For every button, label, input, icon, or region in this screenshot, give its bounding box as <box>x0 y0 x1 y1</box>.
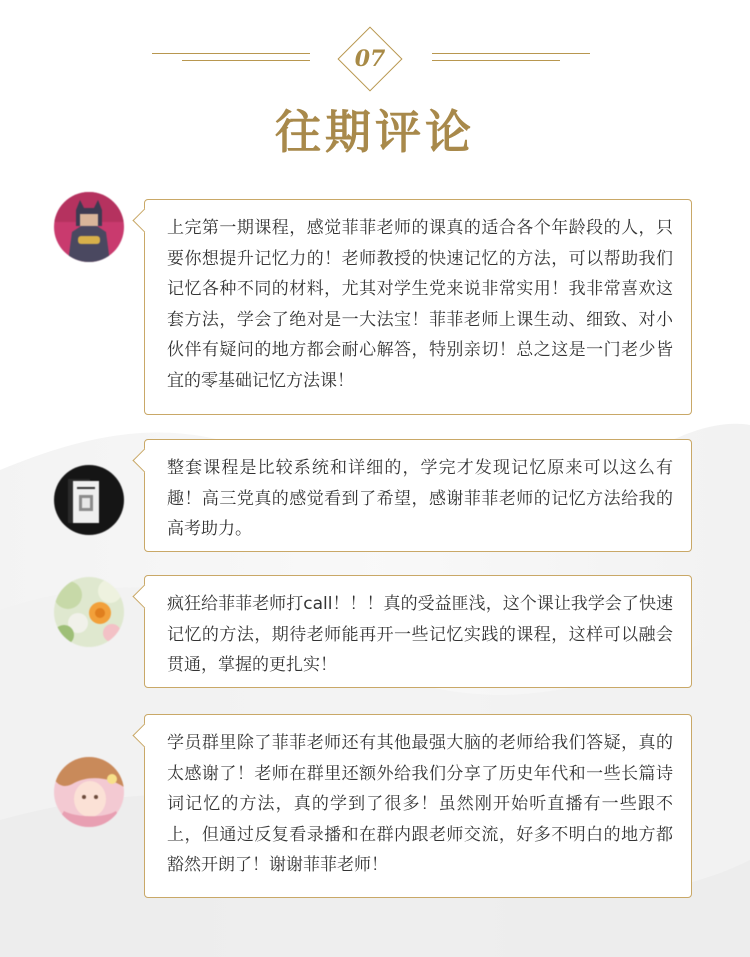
header-line-left-top <box>152 53 310 54</box>
header-line-right-bottom <box>432 60 560 61</box>
review-bubble <box>144 575 692 688</box>
dark-book-avatar <box>54 465 124 535</box>
header-line-left-bottom <box>182 60 310 61</box>
header-line-right-top <box>432 53 590 54</box>
review-text: 疯狂给菲菲老师打call！！！真的受益匪浅，这个课让我学会了快速记忆的方法，期待老师能再开一些记忆实践的课程，这样可以融会贯通，掌握的更扎实！ <box>167 594 673 675</box>
review-text: 整套课程是比较系统和详细的，学完才发现记忆原来可以这么有趣！高三党真的感觉看到了希望，感谢菲菲老师的记忆方法给我的高考助力。 <box>167 458 673 539</box>
flowers-avatar <box>54 577 124 647</box>
cartoon-girl-avatar <box>54 757 124 827</box>
section-number: 07 <box>354 46 386 72</box>
review-bubble <box>144 199 692 415</box>
review-bubble <box>144 439 692 552</box>
review-text: 上完第一期课程，感觉菲菲老师的课真的适合各个年龄段的人，只要你想提升记忆力的！老师教授的快速记忆的方法，可以帮助我们记忆各种不同的材料，尤其对学生党来说非常实用！我非常喜欢这套方法，学会了绝对是一大法宝！菲菲老师上课生动、细致、对小伙伴有疑问的地方都会耐心解答，特别亲切！总之这是一门老少皆宜的零基础记忆方法课！ <box>167 218 673 391</box>
section-title: 往期评论 <box>275 105 475 159</box>
section-header <box>0 0 750 180</box>
review-text: 学员群里除了菲菲老师还有其他最强大脑的老师给我们答疑，真的太感谢了！老师在群里还额外给我们分享了历史年代和一些长篇诗词记忆的方法，真的学到了很多！虽然刚开始听直播有一些跟不上，但通过反复看录播和在群内跟老师交流，好多不明白的地方都豁然开朗了！谢谢菲菲老师！ <box>167 733 673 875</box>
review-bubble <box>144 714 692 898</box>
batman-avatar <box>54 192 124 262</box>
